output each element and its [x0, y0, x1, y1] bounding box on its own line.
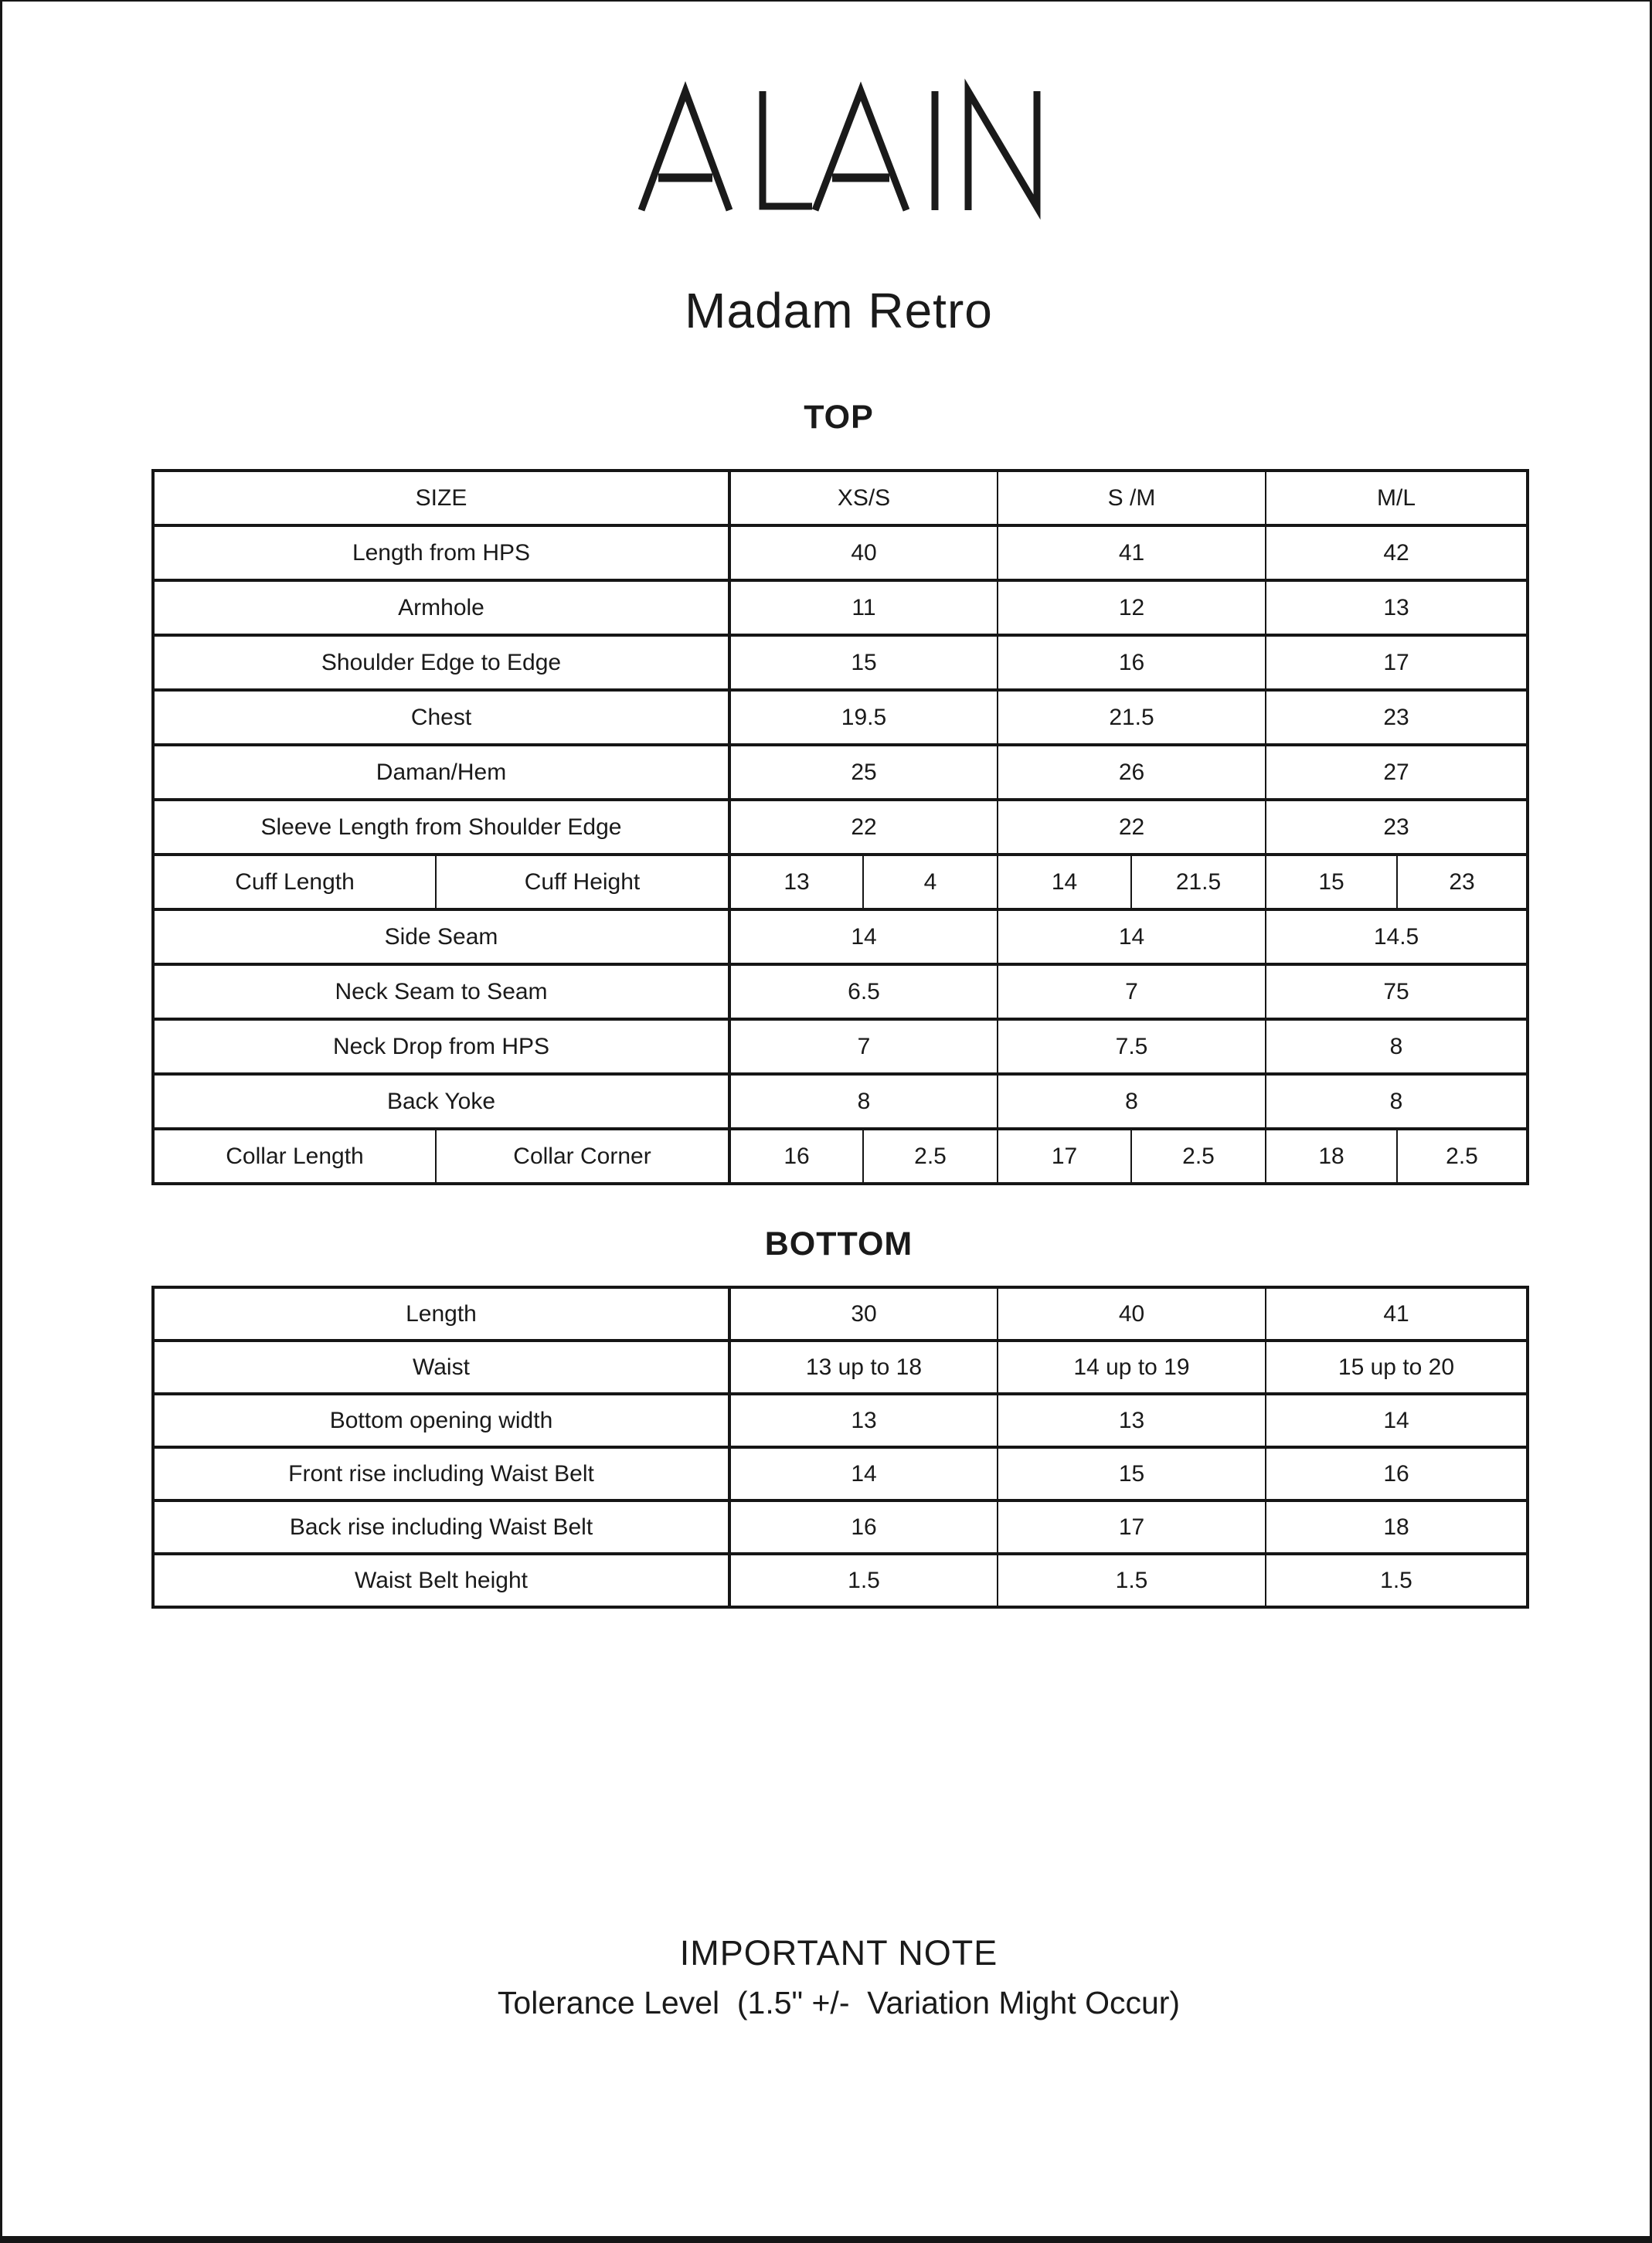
table-row	[153, 800, 1528, 855]
cell-m-l: 8	[1266, 1074, 1528, 1129]
row-label-left: Cuff Length	[153, 855, 436, 909]
cell-s-m-left: 14	[998, 855, 1131, 909]
row-label: Front rise including Waist Belt	[153, 1447, 729, 1500]
table-row	[153, 1287, 1528, 1341]
section-title-bottom: BOTTOM	[764, 1225, 913, 1263]
content	[2, 88, 1650, 2019]
cell-s-m: 14 up to 19	[998, 1341, 1266, 1394]
cell-xs-s: 6.5	[729, 964, 998, 1019]
table-row	[153, 1554, 1528, 1607]
table-row	[153, 1500, 1528, 1554]
cell-s-m: 7	[998, 964, 1266, 1019]
section-title-top: TOP	[804, 399, 874, 436]
cell-xs-s: 22	[729, 800, 998, 855]
table-row	[153, 690, 1528, 745]
cell-m-l: 8	[1266, 1019, 1528, 1074]
header-col-xs-s: XS/S	[729, 471, 998, 525]
cell-xs-s: 7	[729, 1019, 998, 1074]
important-note-heading: IMPORTANT NOTE	[679, 1933, 998, 1973]
header-size: SIZE	[153, 471, 729, 525]
cell-s-m: 40	[998, 1287, 1266, 1341]
cell-m-l: 14.5	[1266, 909, 1528, 964]
cell-m-l-right: 2.5	[1397, 1129, 1528, 1184]
table-row	[153, 1394, 1528, 1447]
cell-xs-s-left: 16	[729, 1129, 863, 1184]
cell-xs-s: 15	[729, 635, 998, 690]
row-label: Shoulder Edge to Edge	[153, 635, 729, 690]
logo-wrap	[151, 88, 1526, 212]
alain-logo	[637, 88, 1042, 210]
header-col-m-l: M/L	[1266, 471, 1528, 525]
header-col-s-m: S /M	[998, 471, 1266, 525]
row-label: Chest	[153, 690, 729, 745]
cell-m-l: 42	[1266, 525, 1528, 580]
table-row	[153, 964, 1528, 1019]
table-row	[153, 635, 1528, 690]
row-label-left: Collar Length	[153, 1129, 436, 1184]
cell-xs-s: 13	[729, 1394, 998, 1447]
cell-s-m: 17	[998, 1500, 1266, 1554]
row-label: Length from HPS	[153, 525, 729, 580]
top-size-table	[151, 469, 1529, 1185]
cell-xs-s-right: 2.5	[863, 1129, 998, 1184]
cell-xs-s: 14	[729, 909, 998, 964]
cell-xs-s-right: 4	[863, 855, 998, 909]
table-row	[153, 1074, 1528, 1129]
important-note-body: Tolerance Level (1.5" +/- Variation Might Occur)	[497, 1985, 1181, 2020]
table-row	[153, 525, 1528, 580]
row-label: Waist	[153, 1341, 729, 1394]
cell-xs-s: 1.5	[729, 1554, 998, 1607]
cell-s-m-left: 17	[998, 1129, 1131, 1184]
table-row-split-cuff	[153, 855, 1528, 909]
row-label: Daman/Hem	[153, 745, 729, 800]
cell-xs-s: 25	[729, 745, 998, 800]
cell-m-l: 16	[1266, 1447, 1528, 1500]
cell-m-l: 23	[1266, 690, 1528, 745]
row-label: Length	[153, 1287, 729, 1341]
cell-s-m: 12	[998, 580, 1266, 635]
cell-s-m: 26	[998, 745, 1266, 800]
row-label: Bottom opening width	[153, 1394, 729, 1447]
table-row-split-collar	[153, 1129, 1528, 1184]
cell-m-l: 14	[1266, 1394, 1528, 1447]
cell-m-l: 17	[1266, 635, 1528, 690]
cell-m-l-right: 23	[1397, 855, 1528, 909]
row-label-right: Collar Corner	[436, 1129, 729, 1184]
table-row	[153, 1341, 1528, 1394]
table-header-row	[153, 471, 1528, 525]
cell-xs-s: 13 up to 18	[729, 1341, 998, 1394]
logo-letter-a2	[815, 91, 906, 210]
row-label: Back rise including Waist Belt	[153, 1500, 729, 1554]
row-label: Neck Seam to Seam	[153, 964, 729, 1019]
row-label: Sleeve Length from Shoulder Edge	[153, 800, 729, 855]
row-label: Back Yoke	[153, 1074, 729, 1129]
cell-s-m: 41	[998, 525, 1266, 580]
row-label: Armhole	[153, 580, 729, 635]
cell-m-l: 41	[1266, 1287, 1528, 1341]
cell-m-l: 1.5	[1266, 1554, 1528, 1607]
cell-m-l-left: 15	[1266, 855, 1397, 909]
cell-xs-s: 40	[729, 525, 998, 580]
cell-xs-s: 14	[729, 1447, 998, 1500]
cell-xs-s: 30	[729, 1287, 998, 1341]
table-row	[153, 909, 1528, 964]
cell-m-l: 75	[1266, 964, 1528, 1019]
cell-s-m-right: 21.5	[1131, 855, 1266, 909]
cell-xs-s-left: 13	[729, 855, 863, 909]
cell-m-l: 13	[1266, 580, 1528, 635]
table-row	[153, 1447, 1528, 1500]
cell-s-m-right: 2.5	[1131, 1129, 1266, 1184]
cell-s-m: 8	[998, 1074, 1266, 1129]
cell-m-l: 23	[1266, 800, 1528, 855]
cell-s-m: 22	[998, 800, 1266, 855]
cell-m-l: 18	[1266, 1500, 1528, 1554]
logo-letter-n	[968, 91, 1037, 210]
cell-m-l: 27	[1266, 745, 1528, 800]
cell-s-m: 21.5	[998, 690, 1266, 745]
cell-m-l-left: 18	[1266, 1129, 1397, 1184]
cell-xs-s: 11	[729, 580, 998, 635]
table-row	[153, 745, 1528, 800]
row-label: Side Seam	[153, 909, 729, 964]
logo-letter-l	[763, 91, 812, 206]
table-row	[153, 1019, 1528, 1074]
row-label-right: Cuff Height	[436, 855, 729, 909]
cell-s-m: 13	[998, 1394, 1266, 1447]
cell-s-m: 16	[998, 635, 1266, 690]
cell-m-l: 15 up to 20	[1266, 1341, 1528, 1394]
product-title: Madam Retro	[685, 283, 993, 338]
cell-s-m: 15	[998, 1447, 1266, 1500]
cell-s-m: 1.5	[998, 1554, 1266, 1607]
table-row	[153, 580, 1528, 635]
cell-xs-s: 8	[729, 1074, 998, 1129]
cell-s-m: 7.5	[998, 1019, 1266, 1074]
logo-letter-a1	[641, 91, 729, 210]
cell-xs-s: 19.5	[729, 690, 998, 745]
row-label: Neck Drop from HPS	[153, 1019, 729, 1074]
row-label: Waist Belt height	[153, 1554, 729, 1607]
cell-xs-s: 16	[729, 1500, 998, 1554]
cell-s-m: 14	[998, 909, 1266, 964]
bottom-size-table	[151, 1286, 1529, 1609]
